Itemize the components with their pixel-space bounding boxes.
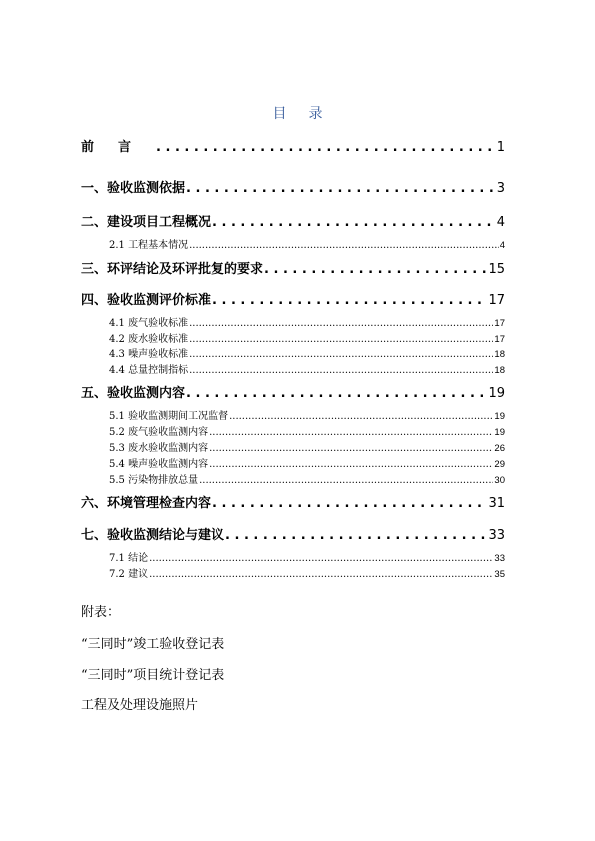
toc-leader-dots — [149, 553, 493, 564]
toc-leader-dots — [209, 459, 493, 470]
toc-entry-5-5[interactable] — [109, 471, 505, 485]
toc-leader-dots — [212, 293, 487, 308]
toc-entry-page: 17 — [494, 318, 505, 329]
toc-entry-label: 4.1 废气验收标准 — [109, 318, 189, 329]
toc-leader-dots — [209, 427, 493, 438]
toc-leader-dots — [186, 386, 487, 401]
toc-entry-page: 19 — [494, 427, 505, 438]
toc-leader-dots — [189, 365, 493, 376]
toc-entry-label: 5.5 污染物排放总量 — [109, 475, 199, 486]
toc-entry-page: 19 — [488, 386, 505, 401]
toc-entry-4-3[interactable] — [109, 345, 505, 359]
toc-entry-page: 29 — [494, 459, 505, 470]
appendix-item: “三同时”项目统计登记表 — [81, 668, 225, 683]
toc-entry-4-4[interactable] — [109, 361, 505, 375]
toc-entry-page: 17 — [494, 334, 505, 345]
toc-entry-page: 33 — [488, 528, 505, 543]
toc-entry-7-2[interactable] — [109, 565, 505, 579]
toc-entry-label: 三、环评结论及环评批复的要求 — [81, 262, 264, 277]
toc-entry-5-1[interactable] — [109, 407, 505, 421]
toc-entry-label: 4.2 废水验收标准 — [109, 334, 189, 345]
toc-leader-dots — [212, 496, 487, 511]
toc-entry-page: 18 — [494, 365, 505, 376]
toc-entry-label: 2.1 工程基本情况 — [109, 240, 189, 251]
toc-entry-page: 19 — [494, 411, 505, 422]
toc-entry-section-3[interactable] — [81, 258, 505, 276]
toc-entry-label: 六、环境管理检查内容 — [81, 496, 212, 511]
toc-entry-page: 3 — [496, 181, 505, 196]
toc-entry-page: 35 — [494, 569, 505, 580]
toc-leader-dots — [189, 334, 493, 345]
toc-entry-4-2[interactable] — [109, 330, 505, 344]
toc-leader-dots — [229, 411, 493, 422]
toc-entry-label: 7.1 结论 — [109, 553, 149, 564]
toc-entry-2-1[interactable] — [109, 236, 505, 250]
toc-entry-label: 5.1 验收监测期间工况监督 — [109, 411, 229, 422]
toc-entry-foreword[interactable] — [81, 136, 505, 154]
toc-leader-dots — [189, 240, 499, 251]
toc-leader-dots — [199, 475, 493, 486]
toc-entry-page: 31 — [488, 496, 505, 511]
toc-leader-dots — [186, 181, 496, 196]
toc-entry-5-2[interactable] — [109, 423, 505, 437]
appendix-item: “三同时”竣工验收登记表 — [81, 637, 225, 652]
toc-leader-dots — [225, 528, 487, 543]
toc-title: 目录 — [272, 106, 345, 122]
toc-entry-5-3[interactable] — [109, 439, 505, 453]
toc-entry-4-1[interactable] — [109, 314, 505, 328]
toc-entry-label: 5.4 噪声验收监测内容 — [109, 459, 209, 470]
toc-entry-label: 5.2 废气验收监测内容 — [109, 427, 209, 438]
toc-leader-dots — [149, 569, 493, 580]
toc-entry-label: 一、验收监测依据 — [81, 181, 186, 196]
toc-entry-7-1[interactable] — [109, 549, 505, 563]
appendix-item: 工程及处理设施照片 — [81, 698, 199, 713]
toc-entry-section-7[interactable] — [81, 524, 505, 542]
toc-entry-page: 4 — [496, 215, 505, 230]
toc-entry-section-5[interactable] — [81, 382, 505, 400]
toc-leader-dots — [264, 262, 487, 277]
toc-entry-page: 4 — [499, 240, 505, 251]
toc-entry-label: 前言 — [81, 140, 156, 155]
toc-entry-label: 4.4 总量控制指标 — [109, 365, 189, 376]
appendix-heading: 附表： — [81, 605, 121, 620]
toc-entry-section-2[interactable] — [81, 211, 505, 229]
toc-entry-section-1[interactable] — [81, 177, 505, 195]
toc-entry-page: 33 — [494, 553, 505, 564]
toc-entry-page: 17 — [488, 293, 505, 308]
toc-entry-label: 七、验收监测结论与建议 — [81, 528, 225, 543]
toc-leader-dots — [212, 215, 496, 230]
toc-leader-dots — [189, 318, 493, 329]
toc-leader-dots — [156, 140, 496, 155]
toc-entry-page: 26 — [494, 443, 505, 454]
toc-entry-section-6[interactable] — [81, 492, 505, 510]
toc-entry-5-4[interactable] — [109, 455, 505, 469]
toc-entry-page: 30 — [494, 475, 505, 486]
toc-entry-label: 7.2 建议 — [109, 569, 149, 580]
toc-entry-label: 四、验收监测评价标准 — [81, 293, 212, 308]
toc-entry-page: 15 — [488, 262, 505, 277]
toc-entry-page: 1 — [496, 140, 505, 155]
toc-entry-label: 二、建设项目工程概况 — [81, 215, 212, 230]
toc-entry-label: 5.3 废水验收监测内容 — [109, 443, 209, 454]
toc-entry-page: 18 — [494, 349, 505, 360]
toc-leader-dots — [189, 349, 493, 360]
toc-leader-dots — [209, 443, 493, 454]
toc-entry-label: 五、验收监测内容 — [81, 386, 186, 401]
toc-entry-label: 4.3 噪声验收标准 — [109, 349, 189, 360]
toc-entry-section-4[interactable] — [81, 289, 505, 307]
